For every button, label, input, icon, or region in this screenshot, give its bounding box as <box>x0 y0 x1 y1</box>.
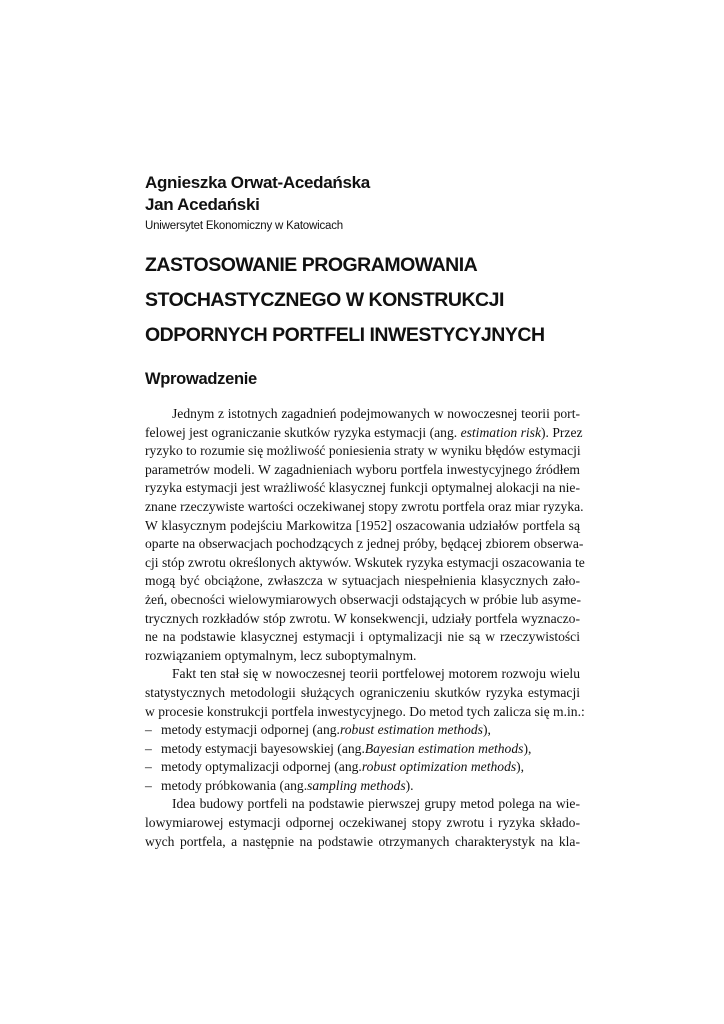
text-span: ), <box>482 722 491 738</box>
text-line: mogą być obciążone, zwłaszcza w sytuacjach niespełnienia klasycznych zało- <box>145 573 580 589</box>
body-text <box>145 405 585 851</box>
text-line: Jednym z istotnych zagadnień podejmowanych w nowoczesnej teorii port- <box>172 406 580 421</box>
emphasis-term: robust optimization methods <box>361 759 517 775</box>
section-heading: Wprowadzenie <box>145 370 257 388</box>
text-span: metody optymalizacji odpornej (ang. <box>161 759 362 775</box>
text-line: znane rzeczywiste wartości oczekiwanej stopy zwrotu portfela oraz miar ryzyka. <box>145 498 584 514</box>
text-line: ne na podstawie klasycznej estymacji i optymalizacji nie są w rzeczywistości <box>145 629 580 645</box>
text-line: parametrów modeli. W zagadnieniach wyboru portfela inwestycyjnego źródłem <box>145 461 580 477</box>
title-line: ODPORNYCH PORTFELI INWESTYCYJNYCH <box>145 324 545 346</box>
author-name: Agnieszka Orwat-Acedańska <box>145 173 370 192</box>
list-dash: – <box>145 722 152 738</box>
text-line: lowymiarowej estymacji odpornej oczekiwanej stopy zwrotu i ryzyka składo- <box>145 815 580 831</box>
text-line: wych portfela, a następnie na podstawie otrzymanych charakterystyk na kla- <box>145 833 580 849</box>
list-dash: – <box>145 740 152 756</box>
text-span: metody estymacji bayesowskiej (ang. <box>161 740 365 756</box>
text-line: ryzyka estymacji jest wrażliwość klasycznej funkcji optymalnej alokacji na nie- <box>145 480 580 496</box>
author-block <box>145 172 585 234</box>
title-line: STOCHASTYCZNEGO W KONSTRUKCJI <box>145 289 504 311</box>
emphasis-term: Bayesian estimation methods <box>364 740 524 756</box>
affiliation: Uniwersytet Ekonomiczny w Katowicach <box>145 220 343 232</box>
text-line: Idea budowy portfeli na podstawie pierwszej grupy metod polega na wie- <box>172 796 580 812</box>
text-line: statystycznych metodologii służących ograniczeniu skutków ryzyka estymacji <box>145 684 580 700</box>
text-line: w procesie konstrukcji portfela inwestycyjnego. Do metod tych zalicza się m.in.: <box>145 703 585 719</box>
emphasis-term: robust estimation methods <box>339 722 483 738</box>
text-line <box>145 424 583 443</box>
text-span: ). <box>405 777 414 793</box>
list-item <box>145 777 580 796</box>
text-line: ryzyko to rozumie się możliwość poniesienia straty w wyniku błędów estymacji <box>145 443 581 459</box>
list-dash: – <box>145 759 152 775</box>
text-line: trycznych rozkładów stóp zwrotu. W konsekwencji, udziały portfela wyznaczo- <box>145 610 580 626</box>
text-span: ), <box>523 740 532 756</box>
text-span: felowej jest ograniczanie skutków ryzyka estymacji (ang. <box>145 424 461 440</box>
list-item <box>145 758 580 777</box>
text-line: żeń, obecności wielowymiarowych obserwacji odstających w próbie lub asyme- <box>145 591 581 607</box>
author-name: Jan Acedański <box>145 195 260 214</box>
text-span: ), <box>516 759 525 775</box>
emphasis-term: sampling methods <box>307 777 406 793</box>
list-item <box>145 721 580 740</box>
text-line: W klasycznym podejściu Markowitza [1952] oszacowania udziałów portfela są <box>145 517 580 533</box>
text-span: ). Przez <box>541 424 583 440</box>
title-line: ZASTOSOWANIE PROGRAMOWANIA <box>145 254 478 276</box>
emphasis-term: estimation risk <box>460 424 542 440</box>
text-line: oparte na obserwacjach pochodzących z jednej próby, będącej zbiorem obserwa- <box>145 536 584 552</box>
text-span: metody estymacji odpornej (ang. <box>161 722 340 738</box>
text-line: Fakt ten stał się w nowoczesnej teorii portfelowej motorem rozwoju wielu <box>172 666 580 682</box>
text-span: metody próbkowania (ang. <box>161 777 308 793</box>
text-line: cji stóp zwrotu określonych aktywów. Wskutek ryzyka estymacji oszacowania te <box>145 554 585 570</box>
text-line: rozwiązaniem optymalnym, lecz suboptymalnym. <box>145 647 417 663</box>
list-item <box>145 740 580 759</box>
paper-title <box>145 248 595 353</box>
list-dash: – <box>145 777 152 793</box>
